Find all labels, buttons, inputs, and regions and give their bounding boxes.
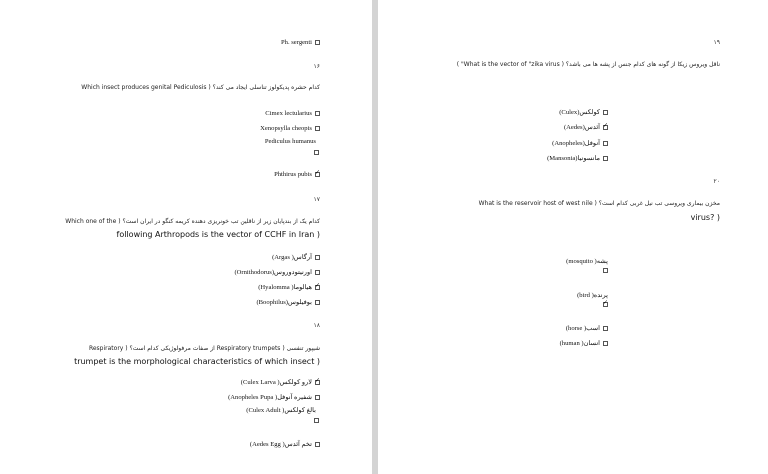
right-page xyxy=(378,0,768,474)
checkbox-checked[interactable] xyxy=(315,380,320,385)
q17-option-3[interactable]: ✓ هیالوما( Hyalomma) xyxy=(258,283,320,291)
question-number-19: ۱۹ xyxy=(713,39,720,46)
question-19-text: ناقل ویروس زیکا از گونه های کدام جنس از پشه ها می باشد؟ ( What is the vector of "zika virus" ) xyxy=(456,61,720,68)
checkbox[interactable] xyxy=(315,40,320,45)
q20-option-2-checkbox-checked[interactable] xyxy=(603,302,608,307)
question-number-18: ۱۸ xyxy=(313,322,320,329)
q17-option-4[interactable]: بوفیلوس(Boophilus) xyxy=(256,298,320,306)
checkbox[interactable] xyxy=(603,141,608,146)
q16-option-3[interactable]: Pediculus humanus xyxy=(264,138,316,145)
q19-option-2[interactable]: ✓ آئدس(Aedes) xyxy=(564,123,608,131)
q16-option-3-checkbox[interactable] xyxy=(314,150,319,155)
q17-option-1[interactable]: آرگاس( Argas) xyxy=(272,253,320,261)
q18-option-3-checkbox[interactable] xyxy=(314,418,319,423)
q20-option-2[interactable]: پرنده( bird) xyxy=(577,292,608,299)
q19-option-3[interactable]: آنوفل(Anopheles) xyxy=(552,139,608,147)
checkbox[interactable] xyxy=(315,111,320,116)
q19-option-4[interactable]: مانسونیا(Mansonia) xyxy=(547,154,608,162)
question-20-line-2: virus? ) xyxy=(690,213,720,222)
q18-option-2[interactable]: شفیره آنوفل( Anopheles Pupa) xyxy=(228,393,320,401)
q20-option-4[interactable]: انسان( human) xyxy=(560,339,608,347)
checkbox[interactable] xyxy=(315,255,320,260)
question-number-16: ۱۶ xyxy=(313,63,320,70)
question-number-17: ۱۷ xyxy=(313,196,320,203)
question-20-line-1: مخزن بیماری ویروسی تب نیل غربی کدام است؟ ( What is the reservoir host of west nile xyxy=(478,200,720,207)
question-17-line-2: following Arthropods is the vector of CCHF in Iran ) xyxy=(116,230,320,239)
question-17-line-1: کدام یک از بندپایان زیر از ناقلین تب خونریزی دهنده کریمه کنگو در ایران است؟ ( Which one of the xyxy=(65,218,320,225)
question-number-20: ۲۰ xyxy=(713,178,720,185)
q18-option-4[interactable]: تخم آئدس( Aedes Egg) xyxy=(250,440,320,448)
question-18-line-2: trumpet is the morphological characteristics of which insect ) xyxy=(74,357,320,366)
option-ph-sergenti[interactable]: Ph. sergenti xyxy=(281,39,320,46)
q17-option-2[interactable]: اورنیتودوروس(Ornithodorus) xyxy=(234,268,320,276)
q16-option-4[interactable]: ✓ Phthirus pubis xyxy=(274,171,320,178)
checkbox-checked[interactable] xyxy=(315,172,320,177)
question-16-text: کدام حشره پدیکولوز تناسلی ایجاد می کند؟ ( Which insect produces genital Pediculosis xyxy=(81,84,320,91)
checkbox[interactable] xyxy=(603,341,608,346)
checkbox[interactable] xyxy=(315,300,320,305)
q16-option-1[interactable]: Cimex lectularius xyxy=(265,110,320,117)
checkbox[interactable] xyxy=(603,326,608,331)
q20-option-1[interactable]: پشه( mosquito) xyxy=(566,258,608,265)
checkbox[interactable] xyxy=(315,270,320,275)
question-18-line-1: شیپور تنفسی ( Respiratory trumpets از صفات مرفولوژیکی کدام است؟ ( Respiratory xyxy=(88,345,320,352)
q19-option-1[interactable]: کولکس(Culex) xyxy=(559,108,608,116)
checkbox[interactable] xyxy=(603,156,608,161)
checkbox[interactable] xyxy=(315,126,320,131)
q18-option-3[interactable]: بالغ کولکس( Culex Adult) xyxy=(246,407,316,414)
checkbox[interactable] xyxy=(603,110,608,115)
checkbox-checked[interactable] xyxy=(315,285,320,290)
q16-option-2[interactable]: Xenopsylla cheopis xyxy=(260,125,320,132)
q20-option-1-checkbox[interactable] xyxy=(603,268,608,273)
checkbox[interactable] xyxy=(315,395,320,400)
q18-option-1[interactable]: ✓ لارو کولکس( Culex Larva) xyxy=(241,378,320,386)
checkbox[interactable] xyxy=(315,442,320,447)
left-page xyxy=(0,0,372,474)
q20-option-3[interactable]: اسب( horse) xyxy=(566,324,608,332)
checkbox-checked[interactable] xyxy=(603,125,608,130)
